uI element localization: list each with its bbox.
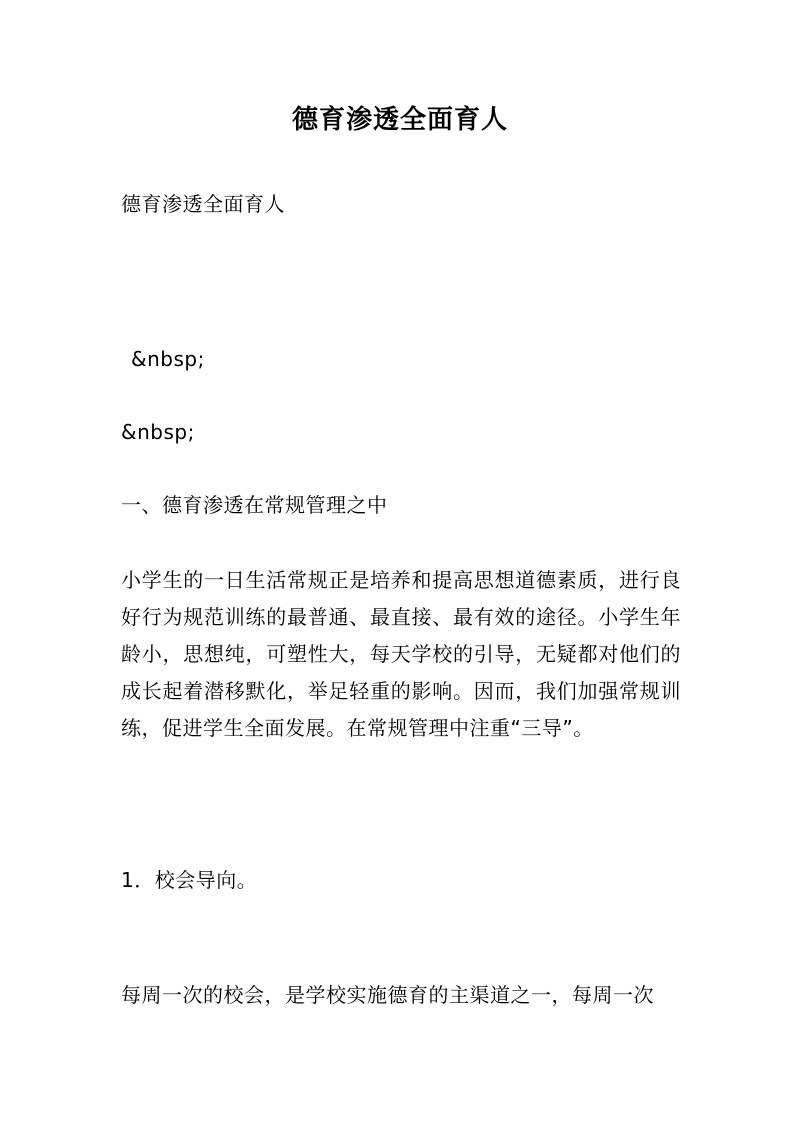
section-heading: 一、德育渗透在常规管理之中 — [121, 493, 388, 517]
body-paragraph-1: 小学生的一日生活常规正是培养和提高思想道德素质，进行良好行为规范训练的最普通、最直接、最有效的途径。小学生年龄小，思想纯，可塑性大，每天学校的引导，无疑都对他们的成长起着潜移默化，举足轻重的影响。因而，我们加强常规训练，促进学生全面发展。在常规管理中注重“三导”。 — [121, 568, 681, 740]
nbsp-line-2: &nbsp; — [121, 420, 195, 444]
document-title: 德育渗透全面育人 — [291, 105, 508, 135]
nbsp-line-1: &nbsp; — [131, 347, 205, 371]
document-subtitle: 德育渗透全面育人 — [121, 192, 285, 216]
body-paragraph-2: 每周一次的校会，是学校实施德育的主渠道之一，每周一次 — [121, 983, 654, 1007]
list-item-1: 1．校会导向。 — [121, 868, 258, 892]
